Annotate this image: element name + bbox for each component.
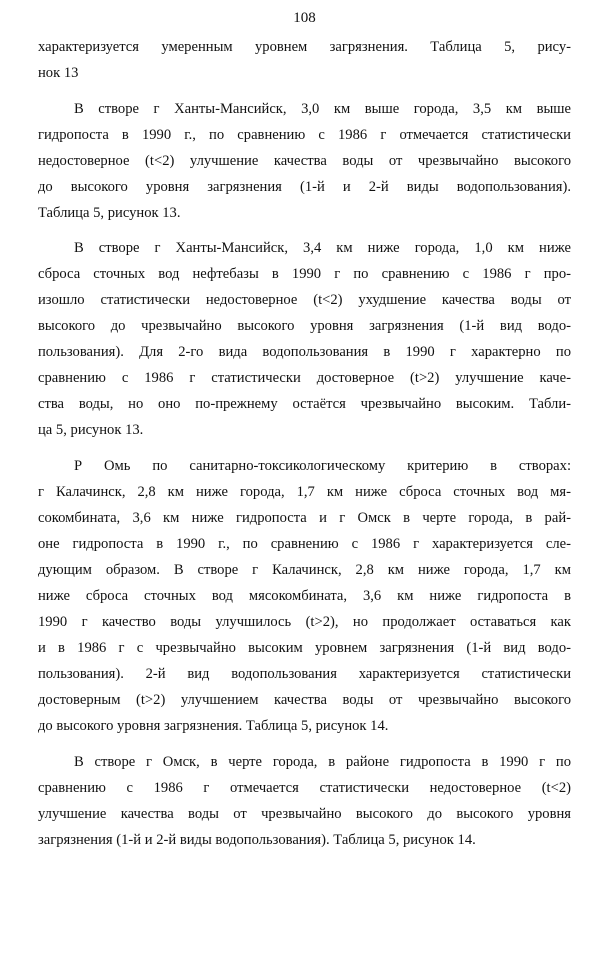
text-line: 1990 г качество воды улучшилось (t>2), но продолжает оставаться как (38, 614, 571, 630)
page-number: 108 (293, 10, 316, 26)
text-line: ца 5, рисунок 13. (38, 422, 144, 438)
text-line: Р Омь по санитарно-токсикологическому критерию в створах: (74, 458, 571, 474)
text-line: до высокого уровня загрязнения (1-й и 2-й виды водопользования). (38, 179, 571, 195)
text-line: дующим образом. В створе г Калачинск, 2,8 км ниже города, 1,7 км (38, 562, 571, 578)
text-line: загрязнения (1-й и 2-й виды водопользования). Таблица 5, рисунок 14. (38, 832, 476, 848)
text-line: гидропоста в 1990 г., по сравнению с 1986 г отмечается статистически (38, 127, 571, 143)
text-line: характеризуется умеренным уровнем загрязнения. Таблица 5, рису- (38, 39, 571, 55)
text-line: сокомбината, 3,6 км ниже гидропоста и г Омск в черте города, в рай- (38, 510, 571, 526)
text-line: В створе г Омск, в черте города, в районе гидропоста в 1990 г по (74, 754, 571, 770)
text-line: сравнению с 1986 г статистически достоверное (t>2) улучшение каче- (38, 370, 571, 386)
text-line: изошло статистически недостоверное (t<2) ухудшение качества воды от (38, 292, 571, 308)
text-line: до высокого уровня загрязнения. Таблица 5, рисунок 14. (38, 718, 389, 734)
text-line: и в 1986 г с чрезвычайно высоким уровнем загрязнения (1-й вид водо- (38, 640, 571, 656)
text-line: пользования). Для 2-го вида водопользования в 1990 г характерно по (38, 344, 571, 360)
text-line: ниже сброса сточных вод мясокомбината, 3,6 км ниже гидропоста в (38, 588, 571, 604)
text-line: В створе г Ханты-Мансийск, 3,4 км ниже города, 1,0 км ниже (74, 240, 571, 256)
text-line: пользования). 2-й вид водопользования характеризуется статистически (38, 666, 571, 682)
text-line: достоверным (t>2) улучшением качества воды от чрезвычайно высокого (38, 692, 571, 708)
text-line: ства воды, но оно по-прежнему остаётся чрезвычайно высоким. Табли- (38, 396, 571, 412)
text-line: В створе г Ханты-Мансийск, 3,0 км выше города, 3,5 км выше (74, 101, 571, 117)
text-line: недостоверное (t<2) улучшение качества воды от чрезвычайно высокого (38, 153, 571, 169)
text-line: высокого до чрезвычайно высокого уровня загрязнения (1-й вид водо- (38, 318, 571, 334)
text-line: Таблица 5, рисунок 13. (38, 205, 181, 221)
text-line: нок 13 (38, 65, 79, 81)
text-line: улучшение качества воды от чрезвычайно высокого до высокого уровня (38, 806, 571, 822)
text-line: г Калачинск, 2,8 км ниже города, 1,7 км ниже сброса сточных вод мя- (38, 484, 571, 500)
text-line: оне гидропоста в 1990 г., по сравнению с 1986 г характеризуется сле- (38, 536, 571, 552)
text-line: сравнению с 1986 г отмечается статистически недостоверное (t<2) (38, 780, 571, 796)
text-line: сброса сточных вод нефтебазы в 1990 г по сравнению с 1986 г про- (38, 266, 571, 282)
